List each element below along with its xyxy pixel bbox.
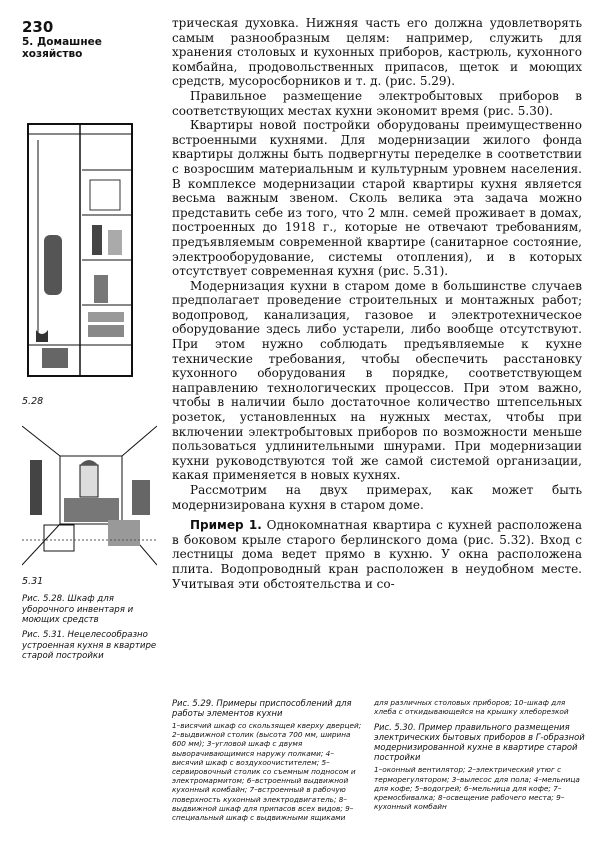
old-kitchen-illustration xyxy=(22,420,157,570)
caption-5-30-body: 1–оконный вентилятор; 2–электрический утюг с терморегулятором; 3–вылесос для пола; 4–мельница для кофе; 5–водогрей; 6–мельница для кофе; 7–кремосбивалка; 8–освещение рабочего места; 9–кухонный комбайн xyxy=(374,765,580,812)
caption-5-31: Рис. 5.31. Нецелесообразно устроенная кухня в квартире старой постройки xyxy=(22,630,157,661)
caption-5-28: Рис. 5.28. Шкаф для уборочного инвентаря и моющих средств xyxy=(22,594,134,625)
cupboard-illustration xyxy=(22,120,142,380)
paragraph: Модернизация кухни в старом доме в большинстве случаев предполагает проведение строительных и монтажных работ; водопровод, канализация, газовое и электротехническое оборудование здесь либо устарели, либо вообще отсутствуют. При этом нужно соблюдать предъявляемые к кухне технические требования, чтобы обеспечить расстановку кухонного оборудования в порядке, соответствующем направлению технологических процессов. При этом важно, чтобы в наличии было достаточное количество штепсельных розеток, установленных на нужных местах, чтобы при включении электробытовых приборов по возможности меньше пользоваться удлинительными шнурами. При модернизации кухни руководствуются той же самой системой организации, какая применяется в новых кухнях. xyxy=(172,278,582,483)
caption-5-29-title: Рис. 5.29. Примеры приспособлений для работы элементов кухни xyxy=(172,698,352,718)
figure-label-5-31: 5.31 xyxy=(22,576,44,587)
page-number: 230 xyxy=(22,18,54,36)
caption-5-30 xyxy=(374,698,587,811)
paragraph: Квартиры новой постройки оборудованы преимущественно встроенными кухнями. Для модернизации жилого фонда квартиры должны быть подвергнуты переделке в соответствии с возросшим материальным и культурным уровнем населения. В комплексе модернизации старой квартиры кухня является весьма важным звеном. Сколь велика эта задача можно представить себе из того, что 2 млн. семей проживает в домах, построенных до 1918 г., которые не отвечают требованиям, предъявляемым современной квартире (санитарное состояние, электрооборудование, системы отопления), и в которых отсутствует современная кухня (рис. 5.31). xyxy=(172,118,582,279)
example-paragraph xyxy=(172,518,582,591)
body-text xyxy=(172,16,582,591)
section-title: 5. Домашнее хозяйство xyxy=(22,36,102,60)
caption-5-29 xyxy=(172,698,362,822)
caption-5-30-title: Рис. 5.30. Пример правильного размещения электрических бытовых приборов в Г-образной модернизированной кухне в квартире старой постройки xyxy=(374,722,585,763)
example-lead: Пример 1. xyxy=(190,518,262,533)
caption-5-29-continuation: для различных столовых приборов; 10–шкаф для хлеба с откидывающейся на крышку хлеборезкой xyxy=(374,698,569,717)
paragraph: Рассмотрим на двух примерах, как может быть модернизирована кухня в старом доме. xyxy=(172,483,582,512)
figure-label-5-28: 5.28 xyxy=(22,396,44,407)
caption-5-29-body: 1–висячий шкаф со скользящей кверху дверцей; 2–выдвижной столик (высота 700 мм, ширина 600 мм); 3–угловой шкаф с двумя выворачивающимися наружу полками; 4–висячий шкаф с воздухоочистителем; 5–сервировочный столик со съемным подносом и электромармитом; 6–встроенный выдвижной кухонный комбайн; 7–встроенный в рабочую поверхность кухонный электродвигатель; 8–выдвижной шкаф для припасов всех видов; 9–специальный шкаф с выдвижными ящиками xyxy=(172,721,362,823)
paragraph: трическая духовка. Нижняя часть его должна удовлетворять самым разнообразным целям: например, служить для хранения столовых и кухонных приборов, кастрюль, кухонного комбайна, продовольственных припасов, щеток и моющих средств, мусоросборников и т. д. (рис. 5.29). xyxy=(172,16,582,89)
example-text: Однокомнатная квартира с кухней расположена в боковом крыле старого берлинского дома (рис. 5.32). Вход с лестницы дома ведет прямо в кухню. У окна расположена плита. Водопроводный кран расположен в неудобном месте. Учитывая эти обстоятельства и со- xyxy=(172,518,582,591)
paragraph: Правильное размещение электробытовых приборов в соответствующих местах кухни экономит время (рис. 5.30). xyxy=(172,88,582,118)
